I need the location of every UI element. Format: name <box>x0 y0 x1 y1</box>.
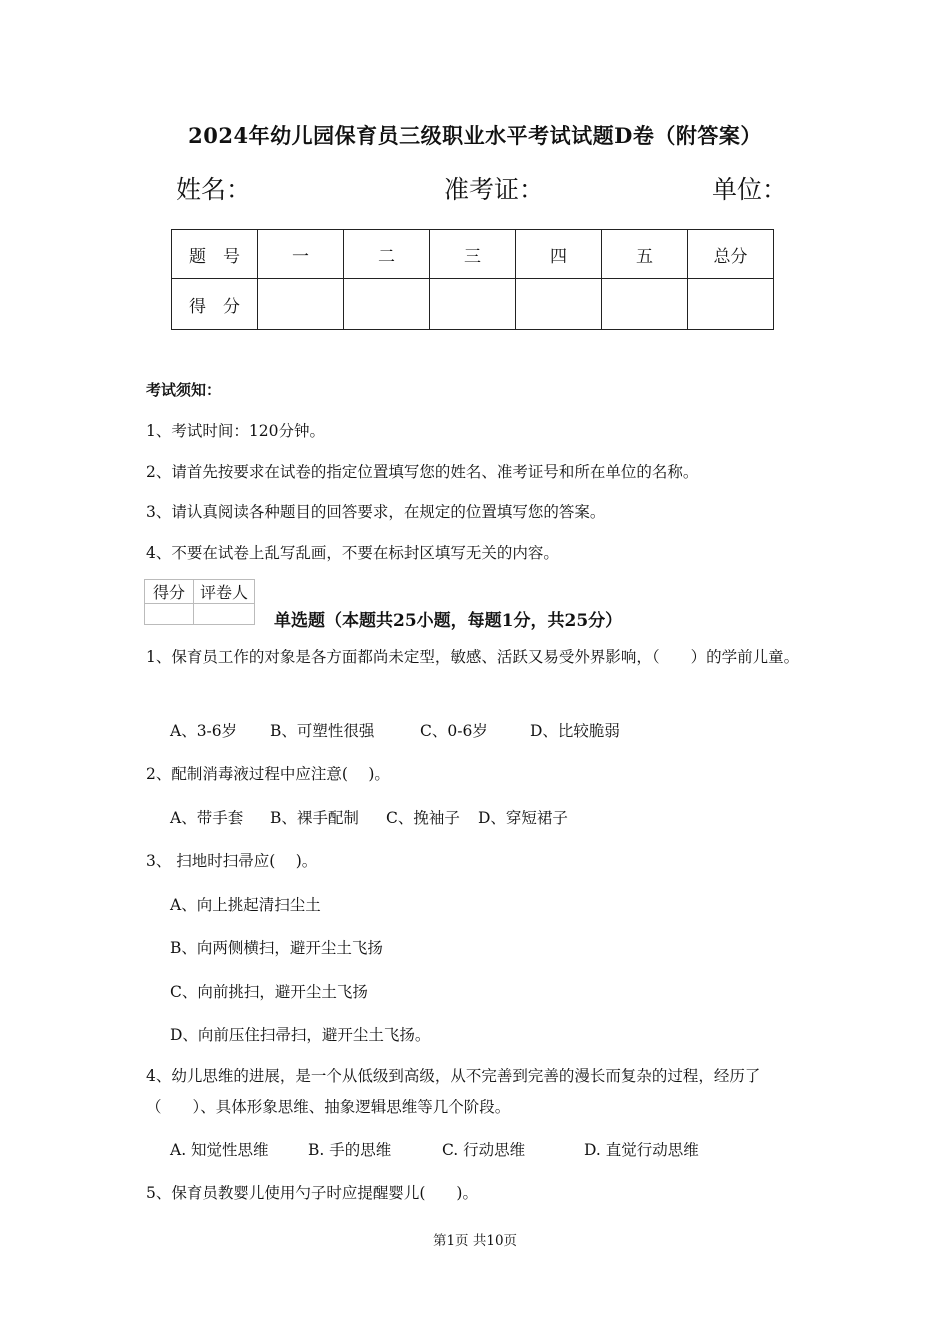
score-table-cell <box>258 279 344 330</box>
score-table-cell <box>344 279 430 330</box>
notes-item: 2、请首先按要求在试卷的指定位置填写您的姓名、准考证号和所在单位的名称。 <box>146 463 699 481</box>
option: C、挽袖子 <box>386 809 460 827</box>
notes-item: 4、不要在试卷上乱写乱画，不要在标封区填写无关的内容。 <box>146 544 559 562</box>
question-options <box>170 1138 699 1160</box>
question-options <box>170 806 568 828</box>
option: A、向上挑起清扫尘土 <box>170 896 321 914</box>
option: D、向前压住扫帚扫，避开尘土飞扬。 <box>170 1026 431 1044</box>
question-stem: 3、 扫地时扫帚应( )。 <box>146 852 318 870</box>
grader-score-label: 得分 <box>145 580 194 604</box>
option: D、穿短裙子 <box>478 809 568 827</box>
score-table-header-row <box>172 230 774 279</box>
grader-name-label: 评卷人 <box>194 580 255 604</box>
option: A、3-6岁 <box>170 722 238 740</box>
score-table-score-row <box>172 279 774 330</box>
notes-item: 1、考试时间：120分钟。 <box>146 422 325 440</box>
score-table-cell <box>688 279 774 330</box>
score-table-cell: 一 <box>258 230 344 279</box>
option: A. 知觉性思维 <box>170 1141 269 1159</box>
question-stem: 4、幼儿思维的进展，是一个从低级到高级，从不完善到完善的漫长而复杂的过程，经历了（ ）、具体形象思维、抽象逻辑思维等几个阶段。 <box>146 1067 761 1116</box>
option: B、可塑性很强 <box>270 722 375 740</box>
question-stem: 5、保育员教婴儿使用勺子时应提醒婴儿( )。 <box>146 1184 478 1202</box>
score-table-cell: 总分 <box>688 230 774 279</box>
exam-number-field-label: 准考证： <box>444 175 545 204</box>
question-stem: 2、配制消毒液过程中应注意( )。 <box>146 765 390 783</box>
exam-title: 2024年幼儿园保育员三级职业水平考试试题D卷（附答案） <box>188 123 762 148</box>
notes-heading: 考试须知： <box>146 381 222 399</box>
score-table-cell: 得 分 <box>172 279 258 330</box>
option: B、裸手配制 <box>270 809 359 827</box>
question-stem: 1、保育员工作的对象是各方面都尚未定型，敏感、活跃又易受外界影响，（ ）的学前儿童。 <box>146 648 800 666</box>
score-table-cell: 三 <box>430 230 516 279</box>
name-field-label: 姓名： <box>176 175 252 204</box>
question-options <box>170 719 620 741</box>
score-table-cell: 二 <box>344 230 430 279</box>
score-table-cell <box>516 279 602 330</box>
option: B. 手的思维 <box>308 1141 392 1159</box>
grader-name-cell <box>194 604 255 625</box>
option: D. 直觉行动思维 <box>584 1141 699 1159</box>
option: D、比较脆弱 <box>530 722 620 740</box>
section-title: 单选题（本题共25小题，每题1分，共25分） <box>274 611 623 631</box>
score-table <box>171 229 774 330</box>
option: A、带手套 <box>170 809 244 827</box>
unit-field-label: 单位： <box>712 175 788 204</box>
score-table-cell <box>602 279 688 330</box>
score-table-cell: 题 号 <box>172 230 258 279</box>
page-footer: 第1页 共10页 <box>432 1233 518 1249</box>
option: C、0-6岁 <box>420 722 488 740</box>
option: C. 行动思维 <box>442 1141 526 1159</box>
option: C、向前挑扫，避开尘土飞扬 <box>170 983 368 1001</box>
score-table-cell: 五 <box>602 230 688 279</box>
score-table-cell: 四 <box>516 230 602 279</box>
notes-item: 3、请认真阅读各种题目的回答要求，在规定的位置填写您的答案。 <box>146 503 606 521</box>
score-table-cell <box>430 279 516 330</box>
grader-box <box>144 579 255 625</box>
option: B、向两侧横扫，避开尘土飞扬 <box>170 939 383 957</box>
grader-score-cell <box>145 604 194 625</box>
